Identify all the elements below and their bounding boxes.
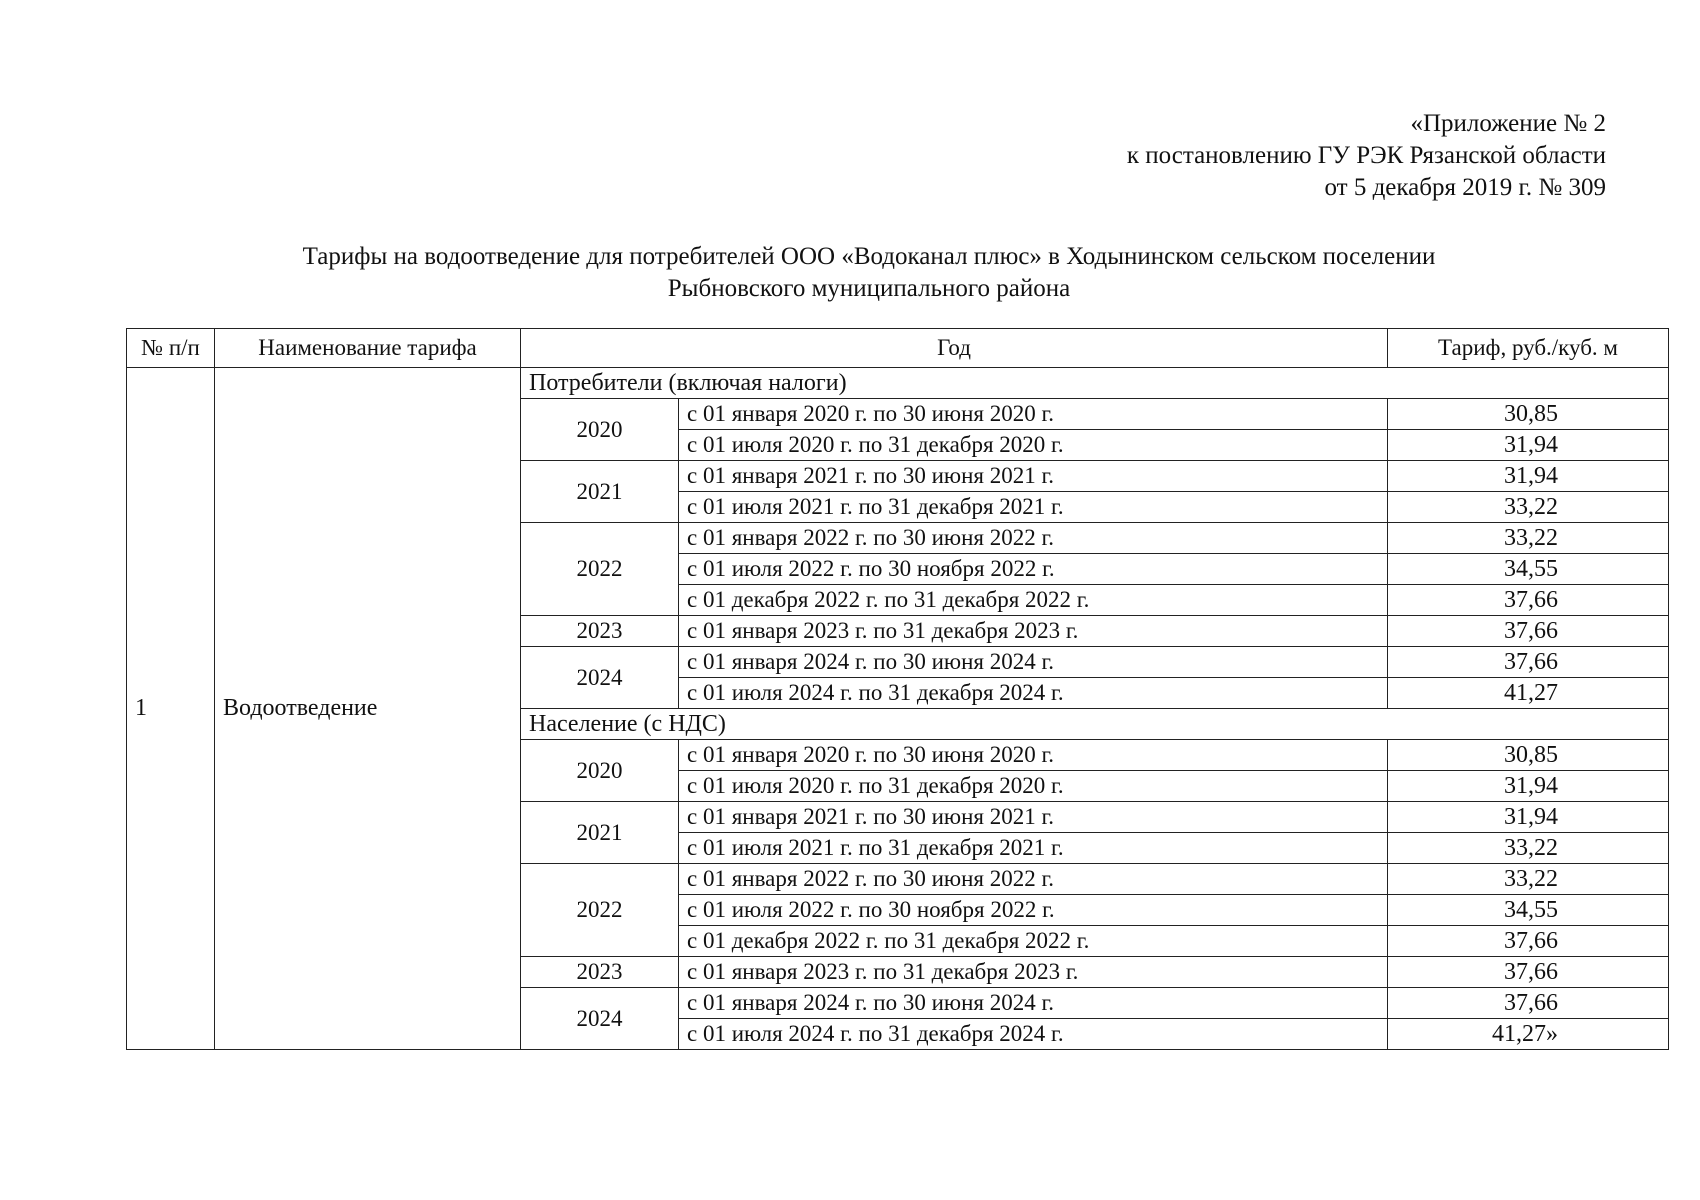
appendix-line-1: «Приложение № 2: [1410, 110, 1606, 137]
section-row: [127, 368, 1669, 399]
period-cell: с 01 января 2024 г. по 30 июня 2024 г.: [679, 647, 1388, 678]
period-cell: с 01 июля 2020 г. по 31 декабря 2020 г.: [679, 430, 1388, 461]
tariff-value-cell: 37,66: [1388, 616, 1669, 647]
table-body: [127, 368, 1669, 1050]
section-label: Потребители (включая налоги): [521, 368, 1669, 399]
header-name: Наименование тарифа: [215, 329, 521, 368]
tariff-value-cell: 33,22: [1388, 864, 1669, 895]
document-title: [128, 241, 1610, 305]
period-cell: с 01 января 2021 г. по 30 июня 2021 г.: [679, 461, 1388, 492]
row-number: 1: [127, 368, 215, 1050]
tariff-name: Водоотведение: [215, 368, 521, 1050]
title-line-2: Рыбновского муниципального района: [667, 275, 1071, 302]
tariff-value-cell: 33,22: [1388, 523, 1669, 554]
tariff-value-cell: 37,66: [1388, 988, 1669, 1019]
year-cell: 2020: [521, 399, 679, 461]
period-cell: с 01 января 2021 г. по 30 июня 2021 г.: [679, 802, 1388, 833]
period-cell: с 01 января 2022 г. по 30 июня 2022 г.: [679, 864, 1388, 895]
year-cell: 2021: [521, 461, 679, 523]
tariff-value-cell: 31,94: [1388, 802, 1669, 833]
period-cell: с 01 декабря 2022 г. по 31 декабря 2022 г.: [679, 926, 1388, 957]
title-line-1: Тарифы на водоотведение для потребителей ООО «Водоканал плюс» в Ходынинском сельском поселении: [302, 243, 1436, 270]
tariff-value-cell: 41,27: [1388, 678, 1669, 709]
year-cell: 2024: [521, 647, 679, 709]
appendix-line-3: от 5 декабря 2019 г. № 309: [1324, 174, 1606, 201]
period-cell: с 01 января 2020 г. по 30 июня 2020 г.: [679, 740, 1388, 771]
year-cell: 2024: [521, 988, 679, 1050]
period-cell: с 01 июля 2022 г. по 30 ноября 2022 г.: [679, 554, 1388, 585]
tariff-table: [126, 328, 1669, 1050]
tariff-value-cell: 33,22: [1388, 833, 1669, 864]
tariff-value-cell: 30,85: [1388, 399, 1669, 430]
section-label: Население (с НДС): [521, 709, 1669, 740]
period-cell: с 01 января 2023 г. по 31 декабря 2023 г.: [679, 616, 1388, 647]
header-year: Год: [521, 329, 1388, 368]
period-cell: с 01 января 2020 г. по 30 июня 2020 г.: [679, 399, 1388, 430]
tariff-value-cell: 31,94: [1388, 461, 1669, 492]
appendix-line-2: к постановлению ГУ РЭК Рязанской области: [1126, 142, 1606, 169]
period-cell: с 01 января 2022 г. по 30 июня 2022 г.: [679, 523, 1388, 554]
tariff-value-cell: 37,66: [1388, 957, 1669, 988]
header-tariff: Тариф, руб./куб. м: [1388, 329, 1669, 368]
year-cell: 2021: [521, 802, 679, 864]
period-cell: с 01 июля 2020 г. по 31 декабря 2020 г.: [679, 771, 1388, 802]
header-num: № п/п: [127, 329, 215, 368]
tariff-value-cell: 31,94: [1388, 430, 1669, 461]
year-cell: 2022: [521, 523, 679, 616]
tariff-value-cell: 37,66: [1388, 926, 1669, 957]
year-cell: 2022: [521, 864, 679, 957]
period-cell: с 01 января 2024 г. по 30 июня 2024 г.: [679, 988, 1388, 1019]
tariff-value-cell: 37,66: [1388, 585, 1669, 616]
period-cell: с 01 июля 2024 г. по 31 декабря 2024 г.: [679, 678, 1388, 709]
period-cell: с 01 декабря 2022 г. по 31 декабря 2022 г.: [679, 585, 1388, 616]
period-cell: с 01 июля 2022 г. по 30 ноября 2022 г.: [679, 895, 1388, 926]
tariff-value-cell: 34,55: [1388, 895, 1669, 926]
period-cell: с 01 июля 2024 г. по 31 декабря 2024 г.: [679, 1019, 1388, 1050]
period-cell: с 01 июля 2021 г. по 31 декабря 2021 г.: [679, 492, 1388, 523]
year-cell: 2020: [521, 740, 679, 802]
year-cell: 2023: [521, 616, 679, 647]
period-cell: с 01 января 2023 г. по 31 декабря 2023 г.: [679, 957, 1388, 988]
tariff-value-cell: 30,85: [1388, 740, 1669, 771]
tariff-value-cell: 37,66: [1388, 647, 1669, 678]
tariff-value-cell: 31,94: [1388, 771, 1669, 802]
tariff-value-cell: 33,22: [1388, 492, 1669, 523]
year-cell: 2023: [521, 957, 679, 988]
table-header-row: [127, 329, 1669, 368]
appendix-header: [1127, 108, 1606, 204]
tariff-value-cell: 34,55: [1388, 554, 1669, 585]
period-cell: с 01 июля 2021 г. по 31 декабря 2021 г.: [679, 833, 1388, 864]
tariff-value-cell: 41,27»: [1388, 1019, 1669, 1050]
